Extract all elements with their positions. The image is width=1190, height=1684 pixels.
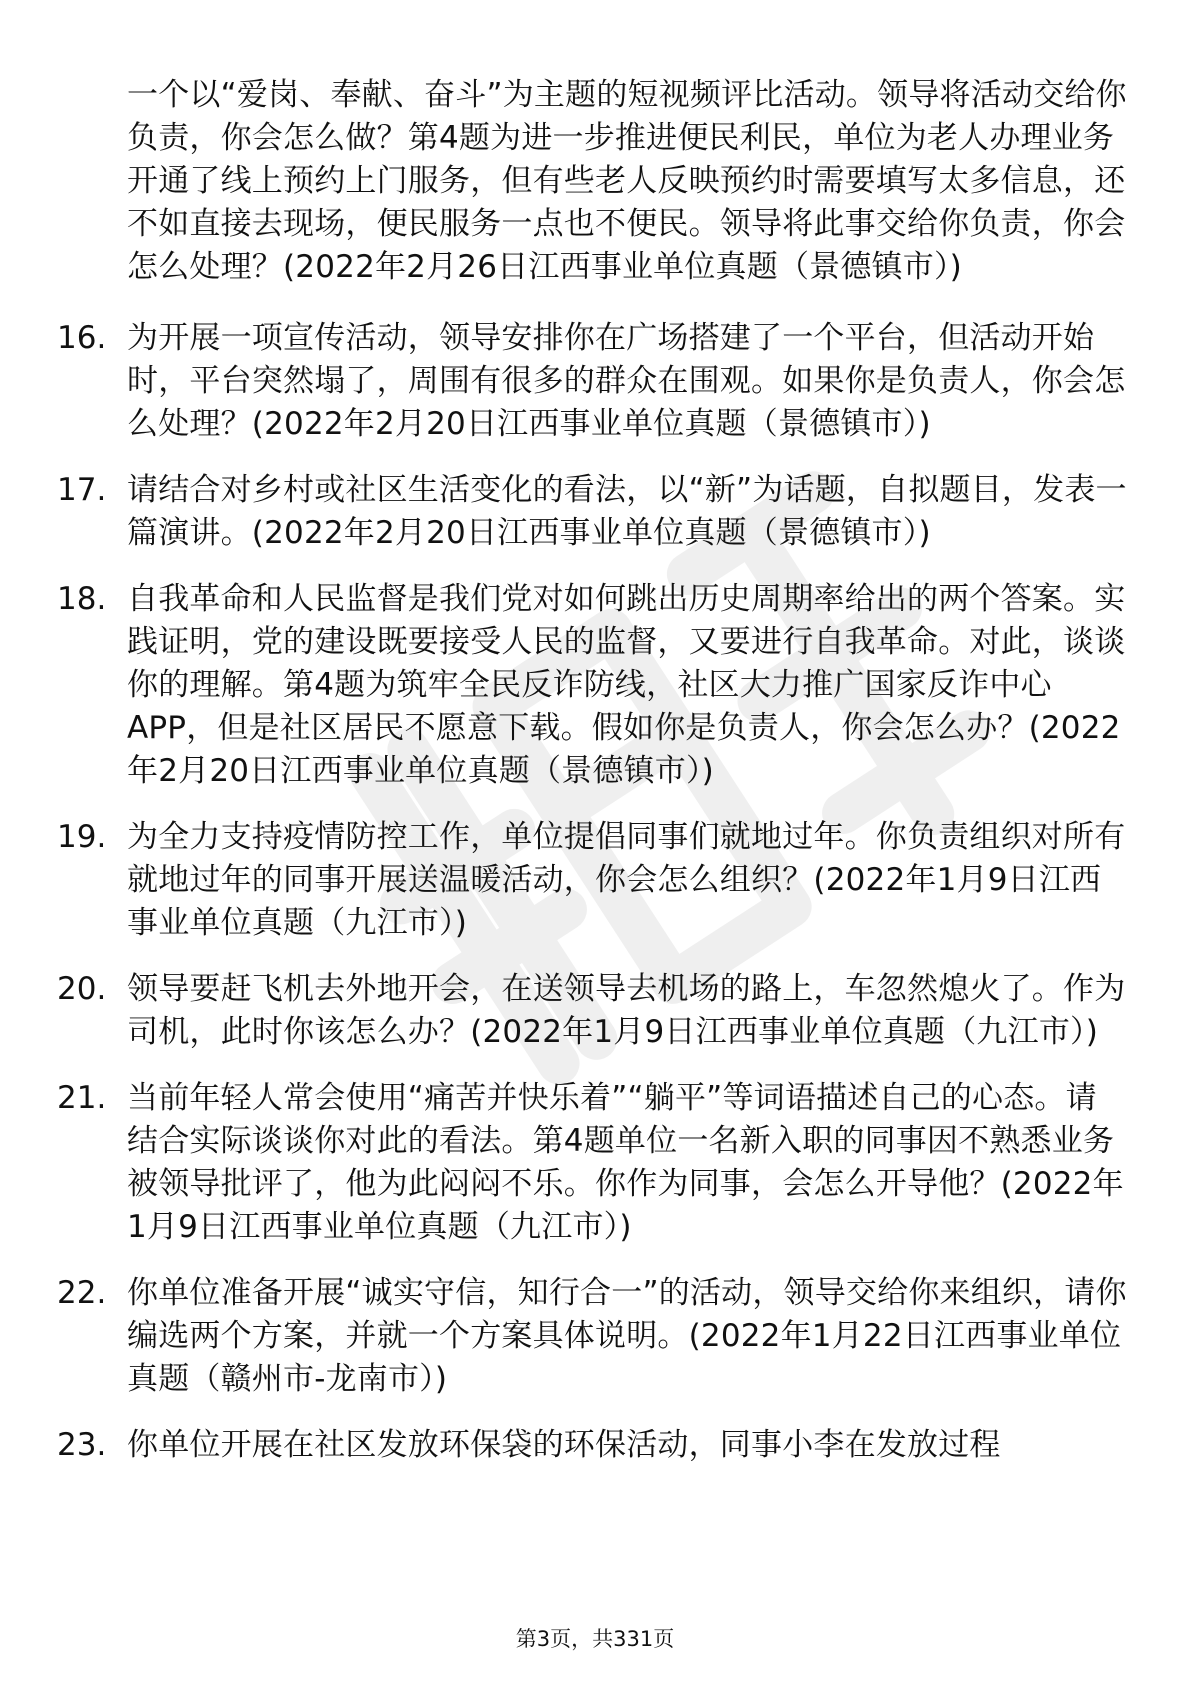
question-number: 17.: [57, 472, 107, 508]
question-item-18: [0, 578, 1190, 793]
question-text: 为开展一项宣传活动，领导安排你在广场搭建了一个平台，但活动开始时，平台突然塌了，周围有很多的群众在围观。如果你是负责人，你会怎么处理？(2022年2月20日江西事业单位真题（景德镇市）): [127, 320, 1126, 442]
question-number: 22.: [57, 1275, 107, 1311]
question-item-20: [0, 968, 1190, 1054]
question-text: 你单位开展在社区发放环保袋的环保活动，同事小李在发放过程: [127, 1427, 1001, 1463]
question-text: 请结合对乡村或社区生活变化的看法，以“新”为话题，自拟题目，发表一篇演讲。(2022年2月20日江西事业单位真题（景德镇市）): [127, 472, 1127, 551]
question-item-19: [0, 816, 1190, 945]
question-number: 16.: [57, 320, 107, 356]
question-number: 20.: [57, 971, 107, 1007]
question-item-21: [0, 1077, 1190, 1249]
question-number: 18.: [57, 581, 107, 617]
question-text: 为全力支持疫情防控工作，单位提倡同事们就地过年。你负责组织对所有就地过年的同事开展送温暖活动，你会怎么组织？(2022年1月9日江西事业单位真题（九江市）): [127, 819, 1126, 941]
question-text: 你单位准备开展“诚实守信，知行合一”的活动，领导交给你来组织，请你编选两个方案，并就一个方案具体说明。(2022年1月22日江西事业单位真题（赣州市-龙南市）): [127, 1275, 1127, 1397]
question-text: 领导要赶飞机去外地开会，在送领导去机场的路上，车忽然熄火了。作为司机，此时你该怎么办？(2022年1月9日江西事业单位真题（九江市）): [127, 971, 1126, 1050]
page-footer: 第3页，共331页: [515, 1627, 675, 1651]
question-number: 23.: [57, 1427, 107, 1463]
question-15-continuation: 一个以“爱岗、奉献、奋斗”为主题的短视频评比活动。领导将活动交给你负责，你会怎么做？第4题为进一步推进便民利民，单位为老人办理业务开通了线上预约上门服务，但有些老人反映预约时需要填写太多信息，还不如直接去现场，便民服务一点也不便民。领导将此事交给你负责，你会怎么处理？(2022年2月26日江西事业单位真题（景德镇市）): [127, 77, 1127, 285]
question-number: 19.: [57, 819, 107, 855]
question-item-16: [0, 317, 1190, 446]
question-item-23: [0, 1424, 1190, 1467]
question-item-17: [0, 469, 1190, 555]
question-item-22: [0, 1272, 1190, 1401]
question-number: 21.: [57, 1080, 107, 1116]
question-text: 自我革命和人民监督是我们党对如何跳出历史周期率给出的两个答案。实践证明，党的建设既要接受人民的监督，又要进行自我革命。对此，谈谈你的理解。第4题为筑牢全民反诈防线，社区大力推广国家反诈中心APP，但是社区居民不愿意下载。假如你是负责人，你会怎么办？(2022年2月20日江西事业单位真题（景德镇市）): [127, 581, 1126, 789]
question-text: 当前年轻人常会使用“痛苦并快乐着”“躺平”等词语描述自己的心态。请结合实际谈谈你对此的看法。第4题单位一名新入职的同事因不熟悉业务被领导批评了，他为此闷闷不乐。你作为同事，会怎么开导他？(2022年1月9日江西事业单位真题（九江市）): [127, 1080, 1124, 1245]
interview-question-list: [0, 317, 1190, 1490]
